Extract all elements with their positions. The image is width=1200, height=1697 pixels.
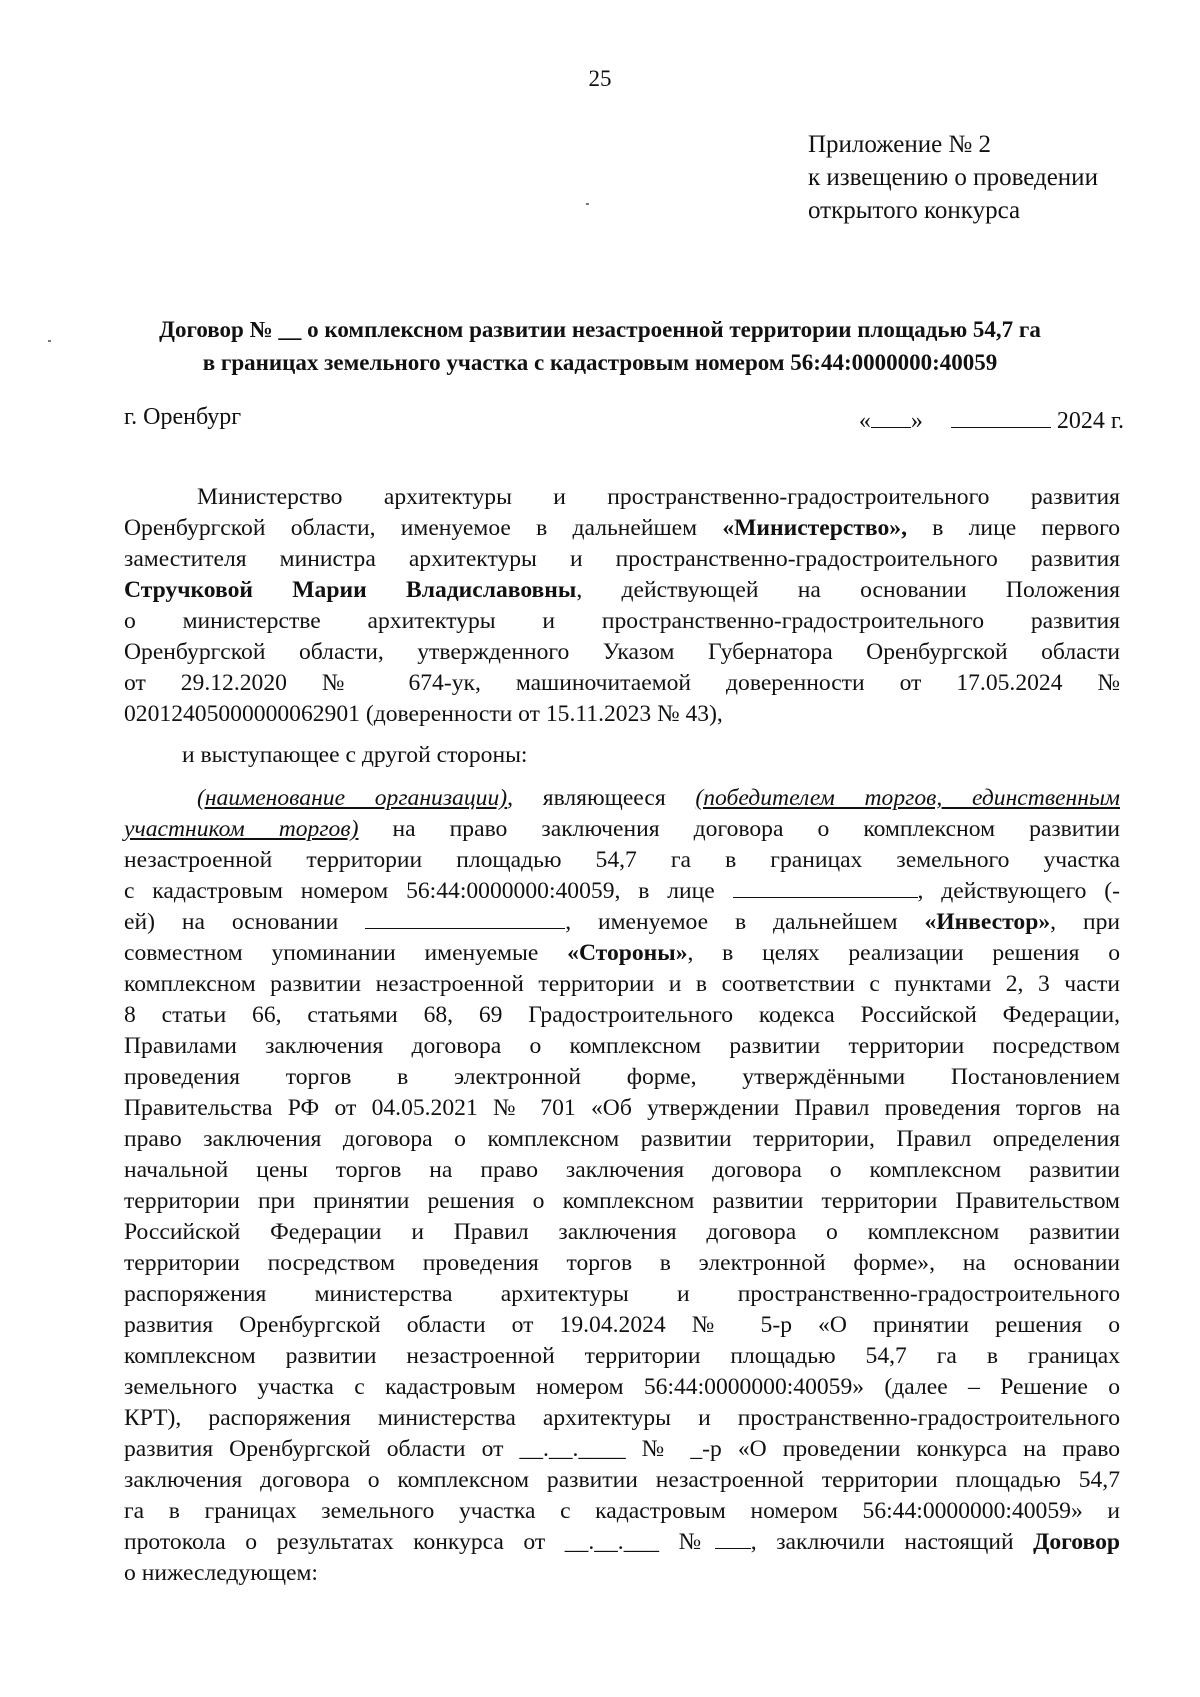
contract-date: [859, 408, 1124, 435]
title-line: Договор № __ о комплексном развитии незастроенной территории площадью 54,7 га: [159, 317, 1041, 342]
document-body: [124, 482, 1120, 1589]
scan-speck: [586, 203, 589, 205]
basis-blank: [365, 910, 565, 929]
text-line: заключения договора о комплексном развитии незастроенной территории площадью 54,7: [124, 1467, 1120, 1493]
text-line: развития Оренбургской области от __.__.____ № _-р «О проведении конкурса на право: [124, 1436, 1120, 1462]
parties-term: «Стороны»: [567, 940, 688, 966]
representative-blank: [733, 879, 918, 898]
text-line: начальной цены торгов на право заключения договора о комплексном развитии: [124, 1157, 1120, 1183]
text-line: КРТ), распоряжения министерства архитектуры и пространственно-градостроительного: [124, 1405, 1120, 1431]
text-line: протокола о результатах конкурса от __.__.___ № , заключили настоящий Договор: [124, 1529, 1120, 1555]
text-line: заместителя министра архитектуры и пространственно-градостроительного развития: [124, 546, 1120, 572]
text-line: развития Оренбургской области от 19.04.2024 № 5-р «О принятии решения о: [124, 1312, 1120, 1338]
text-line: незастроенной территории площадью 54,7 га в границах земельного участка: [124, 847, 1120, 873]
text-line: распоряжения министерства архитектуры и пространственно-градостроительного: [124, 1281, 1120, 1307]
text-line: участником торгов) на право заключения договора о комплексном развитии: [124, 816, 1120, 842]
text-line: Министерство архитектуры и пространственно-градостроительного развития: [197, 484, 1120, 510]
text-line: Правилами заключения договора о комплексном развитии территории посредством: [124, 1033, 1120, 1059]
paragraph-other-side: и выступающее с другой стороны:: [182, 742, 528, 768]
paragraph-parties-investor: [124, 783, 1120, 1589]
text-line: о нижеследующем:: [124, 1560, 318, 1586]
order-date-blank: __.__.____: [519, 1436, 626, 1462]
status-placeholder: (победителем торгов, единственным: [695, 785, 1120, 811]
text-line: Российской Федерации и Правил заключения договора о комплексном развитии: [124, 1219, 1120, 1245]
appendix-line: открытого конкурса: [808, 197, 1021, 224]
text-line: Правительства РФ от 04.05.2021 № 701 «Об утверждении Правил проведения торгов на: [124, 1095, 1120, 1121]
protocol-date-blank: __.__.___: [564, 1529, 660, 1555]
appendix-block: [808, 128, 1098, 227]
day-blank: [871, 409, 911, 428]
text-line: о министерстве архитектуры и пространственно-градостроительного развития: [124, 608, 1120, 634]
text-line: (наименование организации), являющееся (победителем торгов, единственным: [197, 785, 1120, 811]
text-line: проведения торгов в электронной форме, утверждёнными Постановлением: [124, 1064, 1120, 1090]
investor-term: «Инвестор»: [924, 909, 1051, 935]
text-line: га в границах земельного участка с кадастровым номером 56:44:0000000:40059» и: [124, 1498, 1120, 1524]
appendix-line: Приложение № 2: [808, 131, 992, 158]
status-placeholder: участником торгов): [124, 816, 359, 842]
text-line: с кадастровым номером 56:44:0000000:40059, в лице , действующего (-: [124, 878, 1120, 904]
protocol-number-blank: [715, 1530, 751, 1549]
text-line: комплексном развитии незастроенной территории площадью 54,7 га в границах: [124, 1343, 1120, 1369]
text-line: комплексном развитии незастроенной территории и в соответствии с пунктами 2, 3 части: [124, 971, 1120, 997]
document-title: [0, 313, 1200, 379]
org-placeholder: (наименование организации): [197, 785, 508, 811]
appendix-line: к извещению о проведении: [808, 164, 1098, 191]
text-line: Оренбургской области, утвержденного Указом Губернатора Оренбургской области: [124, 639, 1120, 665]
city: г. Оренбург: [124, 404, 242, 430]
text-line: Оренбургской области, именуемое в дальнейшем «Министерство», в лице первого: [124, 515, 1120, 541]
text-line: территории посредством проведения торгов в электронной форме», на основании: [124, 1250, 1120, 1276]
title-line: в границах земельного участка с кадастровым номером 56:44:0000000:40059: [202, 350, 998, 375]
text-line: совместном упоминании именуемые «Стороны», в целях реализации решения о: [124, 940, 1120, 966]
paragraph-parties-ministry: [124, 482, 1120, 730]
text-line: 02012405000000062901 (доверенности от 15.11.2023 № 43),: [124, 701, 723, 727]
ministry-term: «Министерство»,: [722, 515, 907, 541]
text-line: земельного участка с кадастровым номером 56:44:0000000:40059» (далее – Решение о: [124, 1374, 1120, 1400]
text-line: 8 статьи 66, статьями 68, 69 Градостроительного кодекса Российской Федерации,: [124, 1002, 1120, 1028]
text-line: Стручковой Марии Владиславовны, действующей на основании Положения: [124, 577, 1120, 603]
date-quote-open: «: [858, 408, 871, 434]
page-number: 25: [588, 66, 612, 91]
month-blank: [951, 409, 1051, 428]
year: 2024 г.: [1056, 408, 1124, 434]
date-quote-close: »: [910, 408, 923, 434]
text-line: территории при принятии решения о комплексном развитии территории Правительством: [124, 1188, 1120, 1214]
text-line: ей) на основании , именуемое в дальнейшем «Инвестор», при: [124, 909, 1120, 935]
text-line: от 29.12.2020 № 674-ук, машиночитаемой доверенности от 17.05.2024 №: [124, 670, 1120, 696]
contract-term: Договор: [1033, 1529, 1120, 1555]
signatory-name: Стручковой Марии Владиславовны: [124, 577, 577, 603]
text-line: право заключения договора о комплексном развитии территории, Правил определения: [124, 1126, 1120, 1152]
